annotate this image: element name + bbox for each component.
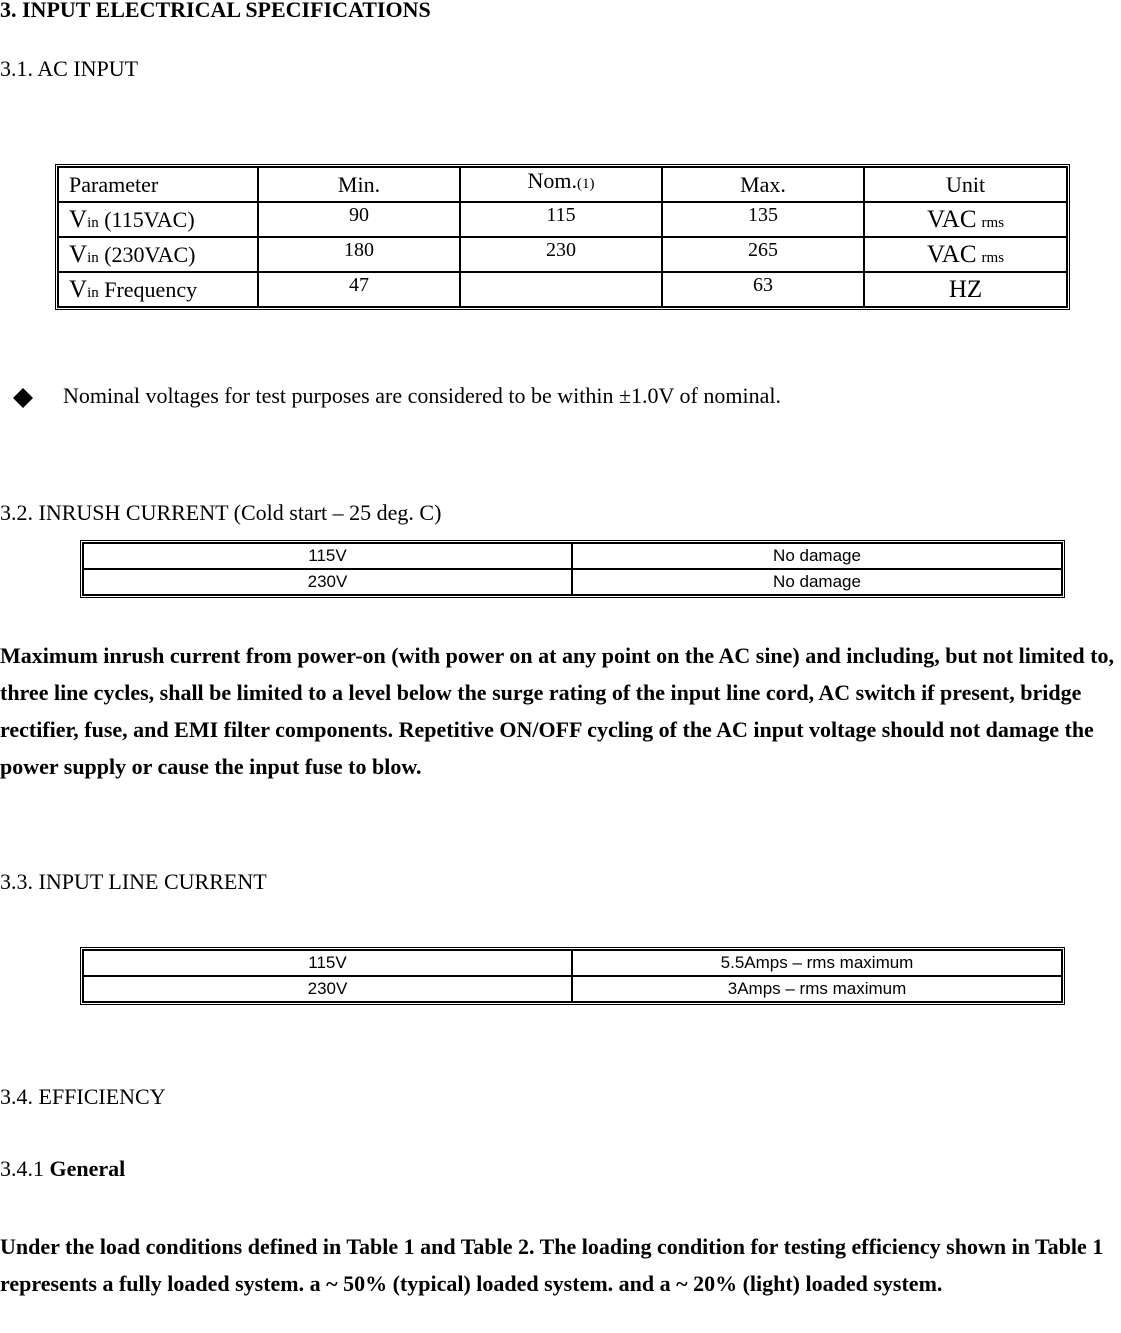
diamond-bullet-icon (12, 387, 34, 409)
row-parameter: Vin (115VAC) (58, 202, 258, 237)
row-nom: 115 (460, 202, 662, 237)
table-row (58, 202, 1067, 237)
header-unit: Unit (864, 167, 1067, 202)
header-parameter: Parameter (58, 167, 258, 202)
header-nom (460, 167, 662, 202)
subsection-title-ac-input: 3.1. AC INPUT (0, 56, 139, 81)
value-cell: 5.5Amps – rms maximum (572, 950, 1062, 976)
table-row (83, 950, 1062, 976)
value-cell: No damage (572, 543, 1062, 569)
row-max: 63 (662, 272, 864, 307)
nominal-voltage-note: Nominal voltages for test purposes are considered to be within ±1.0V of nominal. (63, 383, 781, 408)
subsection-title-general: 3.4.1 General (0, 1156, 126, 1181)
ac-input-table (55, 164, 1070, 310)
inrush-current-table (80, 540, 1065, 598)
table-row (83, 543, 1062, 569)
header-min: Min. (258, 167, 460, 202)
header-max: Max. (662, 167, 864, 202)
voltage-cell: 230V (83, 569, 572, 595)
inrush-current-paragraph: Maximum inrush current from power-on (with power on at any point on the AC sine) and including, but not limited to, three line cycles, shall be limited to a level below the surge rating of the input line cord, AC switch if present, bridge rectifier, fuse, and EMI filter components. Repetitive ON/OFF cycling of the AC input voltage should not damage the power supply or cause the input fuse to blow. (0, 643, 1114, 779)
voltage-cell: 115V (83, 543, 572, 569)
row-max: 265 (662, 237, 864, 272)
value-cell: 3Amps – rms maximum (572, 976, 1062, 1002)
row-nom: 230 (460, 237, 662, 272)
row-min: 90 (258, 202, 460, 237)
table-row (83, 976, 1062, 1002)
table-header-row (58, 167, 1067, 202)
row-min: 47 (258, 272, 460, 307)
row-nom (460, 272, 662, 307)
input-line-current-table (80, 947, 1065, 1005)
row-min: 180 (258, 237, 460, 272)
row-parameter: Vin Frequency (58, 272, 258, 307)
row-unit: VAC rms (864, 202, 1067, 237)
row-max: 135 (662, 202, 864, 237)
subsection-title-efficiency: 3.4. EFFICIENCY (0, 1084, 166, 1109)
row-unit: HZ (864, 272, 1067, 307)
header-nom-label: Nom. (527, 167, 577, 193)
voltage-cell: 115V (83, 950, 572, 976)
table-row (58, 272, 1067, 307)
section-title: 3. INPUT ELECTRICAL SPECIFICATIONS (0, 0, 431, 22)
table-row (58, 237, 1067, 272)
row-parameter: Vin (230VAC) (58, 237, 258, 272)
row-unit: VAC rms (864, 237, 1067, 272)
efficiency-paragraph: Under the load conditions defined in Table 1 and Table 2. The loading condition for testing efficiency shown in Table 1 represents a fully loaded system. a ~ 50% (typical) loaded system. and a ~ 20% (light) loaded system. (0, 1234, 1104, 1296)
voltage-cell: 230V (83, 976, 572, 1002)
header-nom-footnote: (1) (577, 175, 595, 192)
table-row (83, 569, 1062, 595)
value-cell: No damage (572, 569, 1062, 595)
subsection-title-input-line-current: 3.3. INPUT LINE CURRENT (0, 869, 267, 894)
subsection-title-inrush-current: 3.2. INRUSH CURRENT (Cold start – 25 deg. C) (0, 500, 442, 525)
